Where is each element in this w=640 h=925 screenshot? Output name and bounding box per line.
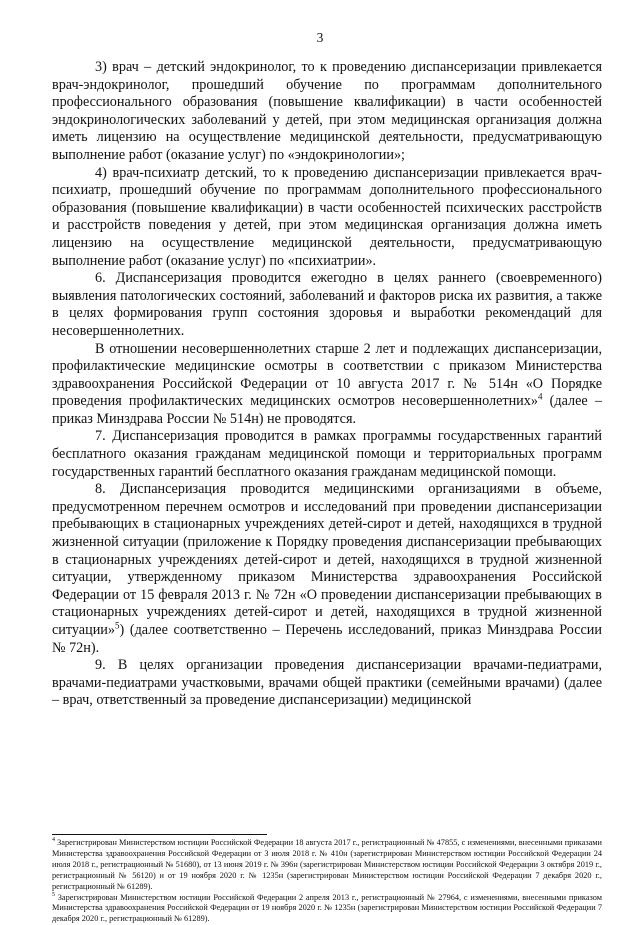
footnote-5 — [52, 893, 602, 925]
page-number: 3 — [316, 30, 324, 45]
paragraph-exemption-tail: (далее – приказ Минздрава России № 514н) не проводятся. — [52, 393, 602, 427]
paragraph-9-organization: 9. В целях организации проведения диспансеризации врачами-педиатрами, врачами-педиатрами участковыми, врачами общей практики (семейными врачами) (далее – врач, ответственный за проведение диспансеризации) медицинской — [52, 657, 602, 709]
footnote-divider — [52, 834, 267, 835]
paragraph-7-program: 7. Диспансеризация проводится в рамках программы государственных гарантий бесплатного оказания гражданам медицинской помощи и территориальных программ государственных гарантий бесплатного оказания гражданам медицинской помощи. — [52, 428, 602, 480]
paragraph-exemption-text: В отношении несовершеннолетних старше 2 лет и подлежащих диспансеризации, профилактические медицинские осмотры в соответствии с приказом Министерства здравоохранения Российской Федерации от 10 августа 2017 г. № 514н «О Порядке проведения профилактических медицинских осмотров несовершеннолетних» — [52, 340, 602, 410]
paragraph-6-purpose: 6. Диспансеризация проводится ежегодно в целях раннего (своевременного) выявления патологических состояний, заболеваний и факторов риска их развития, а также в целях формирования групп состояния здоровья и выработки рекомендаций для несовершеннолетних. — [52, 270, 602, 339]
document-body — [52, 59, 602, 710]
paragraph-8-text: 8. Диспансеризация проводится медицинскими организациями в объеме, предусмотренном перечнем осмотров и исследований при проведении диспансеризации пребывающих в стационарных учреждениях детей-сирот и детей, находящихся в трудной жизненной ситуации (приложение к Порядку проведения диспансеризации пребывающих в стационарных учреждениях детей-сирот и детей, находящихся в трудной жизненной ситуации, утвержденному приказом Министерства здравоохранения Российской Федерации от 15 февраля 2013 г. № 72н «О проведении диспансеризации пребывающих в стационарных учреждениях детей-сирот и детей, находящихся в трудной жизненной ситуации» — [52, 481, 602, 638]
footnote-ref-4: 4 — [537, 391, 543, 402]
footnote-ref-5: 5 — [114, 620, 120, 631]
paragraph-3-endocrinologist: 3) врач – детский эндокринолог, то к проведению диспансеризации привлекается врач-эндокринолог, прошедший обучение по программам дополнительного профессионального образования (повышение квалификации) в части особенностей эндокринологических заболеваний у детей, при этом медицинская организация должна иметь лицензию на осуществление медицинской деятельности, предусматривающую выполнение работ (оказание услуг) по «эндокринологии»; — [52, 59, 602, 163]
paragraph-8-scope — [52, 481, 602, 657]
footnote-4 — [52, 838, 602, 893]
paragraph-8-tail: ) (далее соответственно – Перечень исследований, приказ Минздрава России № 72н). — [52, 622, 602, 656]
footnote-5-text: Зарегистрирован Министерством юстиции Российской Федерации 2 апреля 2013 г., регистрационный № 27964, с изменениями, внесенными приказом Министерства здравоохранения Российской Федерации от 19 ноября 2020 г. № 1235н (зарегистрирован Министерством юстиции Российской Федерации 7 декабря 2020 г., регистрационный № 61289). — [52, 892, 602, 924]
paragraph-4-psychiatrist: 4) врач-психиатр детский, то к проведению диспансеризации привлекается врач-психиатр, прошедший обучение по программам дополнительного профессионального образования (повышение квалификации) в части особенностей психических расстройств и расстройств поведения у детей, при этом медицинская организация должна иметь лицензию на осуществление медицинской деятельности, предусматривающую выполнение работ (оказание услуг) по «психиатрии». — [52, 164, 602, 269]
paragraph-exemption — [52, 341, 602, 429]
footnotes — [52, 838, 602, 925]
footnote-number-4: 4 — [52, 837, 55, 844]
footnote-4-text: Зарегистрирован Министерством юстиции Российской Федерации 18 августа 2017 г., регистрационный № 47855, с изменениями, внесенными приказами Министерства здравоохранения Российской Федерации от 3 июля 2018 г. № 410н (зарегистрирован Министерством юстиции Российской Федерации 24 июля 2018 г., регистрационный № 51680), от 13 июня 2019 г. № 396н (зарегистрирован Министерством юстиции Российской Федерации 3 октября 2019 г., регистрационный № 56120) и от 19 ноября 2020 г. № 1235н (зарегистрирован Министерством юстиции Российской Федерации 7 декабря 2020 г., регистрационный № 61289). — [52, 838, 602, 891]
footnote-number-5: 5 — [52, 891, 55, 898]
